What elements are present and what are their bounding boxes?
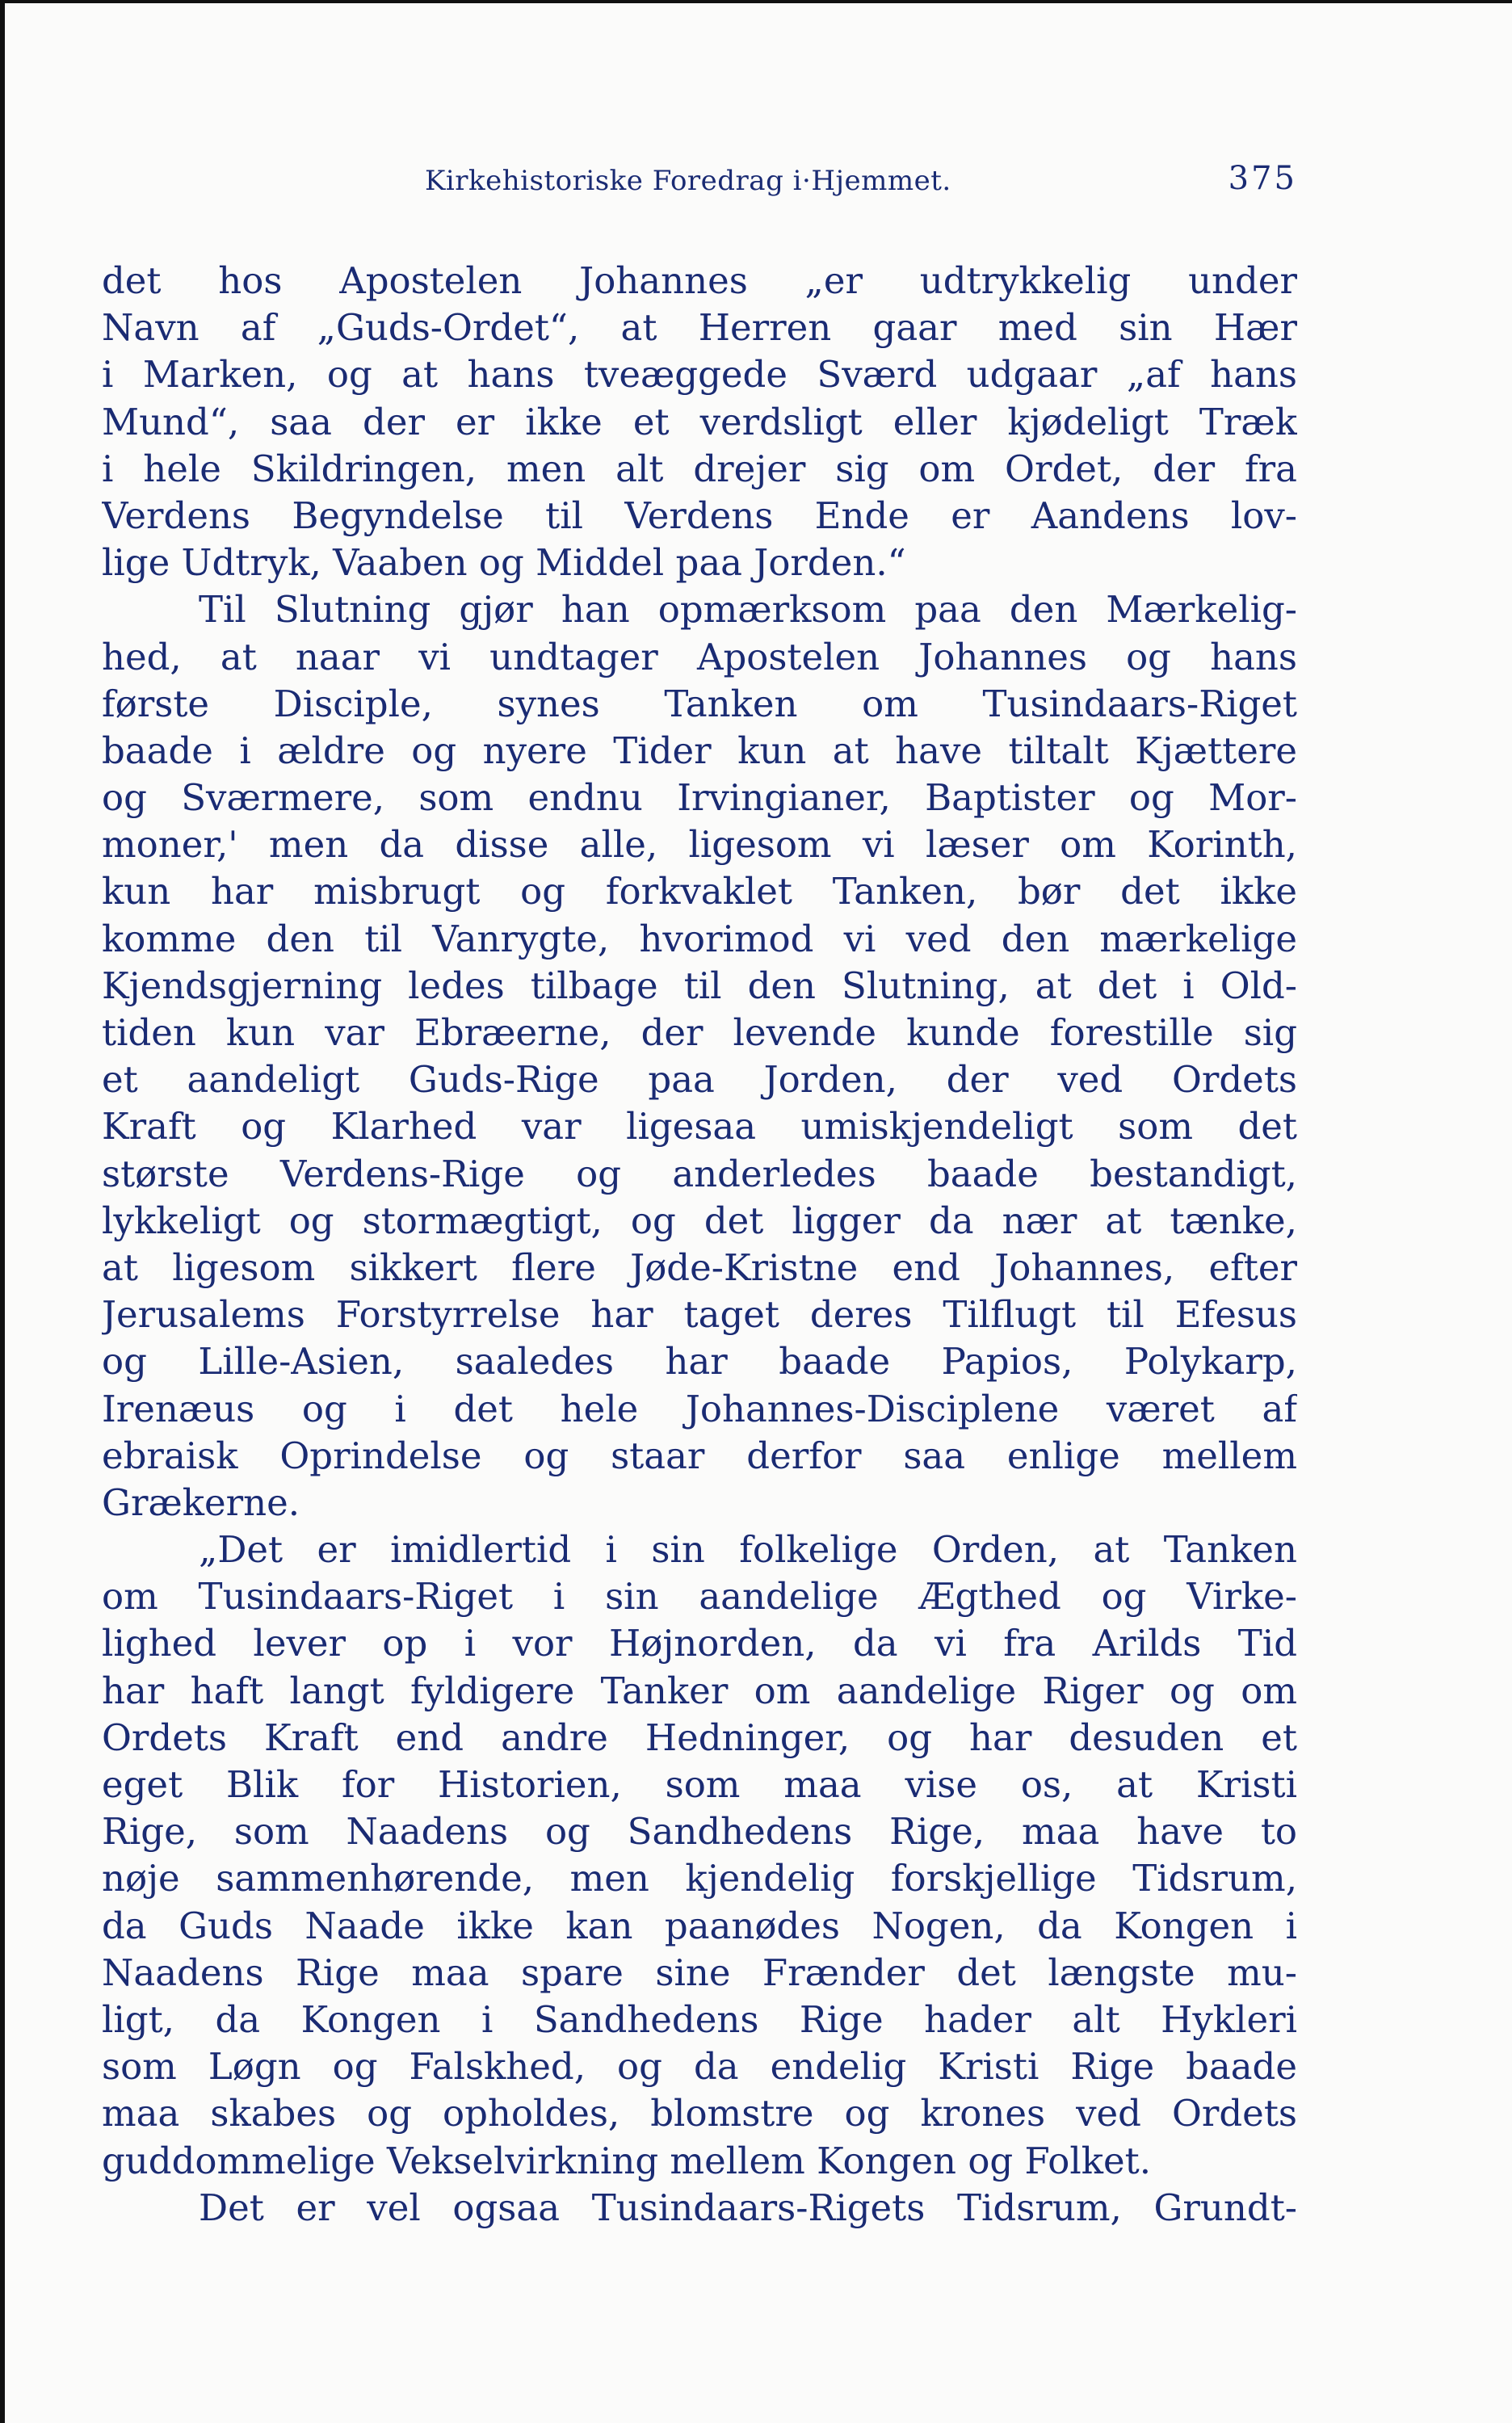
text-line: det hos Apostelen Johannes „er udtrykkelig under — [102, 259, 1297, 302]
text-line: eget Blik for Historien, som maa vise os, at Kristi — [102, 1763, 1297, 1806]
text-line: som Løgn og Falskhed, og da endelig Kristi Rige baade — [102, 2045, 1297, 2089]
text-line: Rige, som Naadens og Sandhedens Rige, maa have to — [102, 1810, 1297, 1854]
text-line: hed, at naar vi undtager Apostelen Johannes og hans — [102, 635, 1297, 678]
text-line: da Guds Naade ikke kan paanødes Nogen, da Kongen i — [102, 1904, 1297, 1947]
text-line: at ligesom sikkert flere Jøde-Kristne end Johannes, efter — [102, 1245, 1297, 1289]
text-line: „Det er imidlertid i sin folkelige Orden, at Tanken — [199, 1528, 1297, 1572]
text-line: lighed lever op i vor Højnorden, da vi fra Arilds Tid — [102, 1622, 1297, 1665]
text-line: Ordets Kraft end andre Hedninger, og har desuden et — [102, 1715, 1297, 1759]
text-line: lykkeligt og stormægtigt, og det ligger da nær at tænke, — [102, 1199, 1297, 1242]
page-number: 375 — [1228, 160, 1297, 197]
text-line: første Disciple, synes Tanken om Tusindaars-Riget — [102, 682, 1297, 725]
text-line: baade i ældre og nyere Tider kun at have tiltalt Kjættere — [102, 729, 1297, 772]
text-line: moner,' men da disse alle, ligesom vi læser om Korinth, — [102, 823, 1297, 867]
text-line: og Lille-Asien, saaledes har baade Papios, Polykarp, — [102, 1340, 1297, 1384]
text-line: kun har misbrugt og forkvaklet Tanken, bør det ikke — [102, 870, 1297, 913]
running-head — [102, 149, 1297, 213]
text-line: ligt, da Kongen i Sandhedens Rige hader alt Hykleri — [102, 1997, 1297, 2041]
text-line: Det er vel ogsaa Tusindaars-Rigets Tidsrum, Grundt- — [199, 2186, 1297, 2229]
text-line: guddommelige Vekselvirkning mellem Kongen og Folket. — [102, 2139, 1152, 2182]
text-line: har haft langt fyldigere Tanker om aandelige Riger og om — [102, 1669, 1297, 1712]
text-line: Grækerne. — [102, 1480, 300, 1524]
text-line: Jerusalems Forstyrrelse har taget deres Tilflugt til Efesus — [102, 1293, 1297, 1337]
text-line: Mund“, saa der er ikke et verdsligt eller kjødeligt Træk — [102, 400, 1297, 443]
text-line: største Verdens-Rige og anderledes baade bestandigt, — [102, 1152, 1297, 1195]
text-line: om Tusindaars-Riget i sin aandelige Ægthed og Virke- — [102, 1575, 1297, 1619]
text-line: Verdens Begyndelse til Verdens Ende er Aandens lov- — [102, 493, 1297, 537]
text-line: Kraft og Klarhed var ligesaa umiskjendeligt som det — [102, 1105, 1297, 1149]
text-line: ebraisk Oprindelse og staar derfor saa enlige mellem — [102, 1434, 1297, 1477]
running-title: Kirkehistoriske Foredrag i·Hjemmet. — [425, 165, 951, 197]
text-line: lige Udtryk, Vaaben og Middel paa Jorden.“ — [102, 541, 906, 585]
text-line: tiden kun var Ebræerne, der levende kunde forestille sig — [102, 1011, 1297, 1054]
text-line: i Marken, og at hans tveæggede Sværd udgaar „af hans — [102, 353, 1297, 397]
text-line: et aandeligt Guds-Rige paa Jorden, der ved Ordets — [102, 1058, 1297, 1102]
body-text — [102, 258, 1297, 2232]
text-line: Navn af „Guds-Ordet“, at Herren gaar med sin Hær — [102, 306, 1297, 350]
text-line: i hele Skildringen, men alt drejer sig om Ordet, der fra — [102, 447, 1297, 490]
text-line: Til Slutning gjør han opmærksom paa den Mærkelig- — [199, 588, 1297, 632]
text-line: Irenæus og i det hele Johannes-Disciplene været af — [102, 1387, 1297, 1430]
text-line: og Sværmere, som endnu Irvingianer, Baptister og Mor- — [102, 776, 1297, 820]
text-line: nøje sammenhørende, men kjendelig forskjellige Tidsrum, — [102, 1857, 1297, 1900]
text-line: maa skabes og opholdes, blomstre og krones ved Ordets — [102, 2092, 1297, 2135]
text-line: Naadens Rige maa spare sine Frænder det længste mu- — [102, 1951, 1297, 1994]
text-line: komme den til Vanrygte, hvorimod vi ved den mærkelige — [102, 917, 1297, 960]
text-line: Kjendsgjerning ledes tilbage til den Slutning, at det i Old- — [102, 964, 1297, 1007]
